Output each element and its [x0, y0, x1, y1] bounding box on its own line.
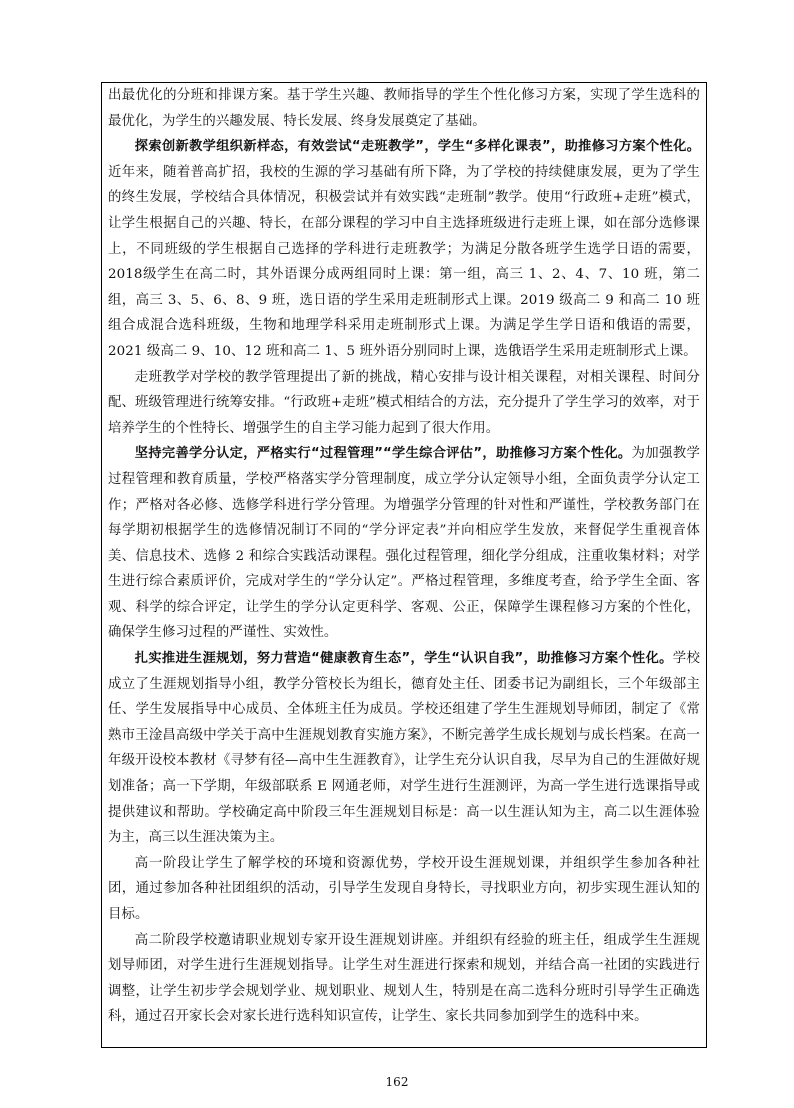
content-frame [101, 82, 707, 1048]
paragraph-3-body: 走班教学对学校的教学管理提出了新的挑战，精心安排与设计相关课程，对相关课程、时间分配、班级管理进行统筹安排。“行政班+走班”模式相结合的方法，充分提升了学生学习的效率，对于培养学生的个性特长、增强学生的自主学习能力起到了很大作用。 [108, 369, 700, 436]
paragraph-5 [108, 646, 700, 851]
paragraph-1 [108, 83, 700, 134]
paragraph-7 [108, 928, 700, 1030]
paragraph-2-body: 近年来，随着普高扩招，我校的生源的学习基础有所下降，为了学校的持续健康发展，更为了学生的终生发展，学校结合具体情况，积极尝试并有效实践“走班制”教学。使用“行政班+走班”模式，让学生根据自己的兴趣、特长，在部分课程的学习中自主选择班级进行走班上课，如在部分选修课上，不同班级的学生根据自己选择的学科进行走班教学；为满足分散各班学生选学日语的需要，2018级学生在高二时，其外语课分成两组同时上课：第一组，高三 1、2、4、7、10 班，第二组，高三 3、5、6、8、9 班，选日语的学生采用走班制形式上课。2019 级高二 9 和高二 10 班组合成混合选科班级，生物和地理学科采用走班制形式上课。为满足学生学日语和俄语的需要，2021 级高二 9、10、12 班和高二 1、5 班外语分别同时上课，选俄语学生采用走班制形式上课。 [108, 164, 700, 359]
page-number: 162 [385, 1075, 409, 1089]
paragraph-4-body: 为加强教学过程管理和教育质量，学校严格落实学分管理制度，成立学分认定领导小组，全面负责学分认定工作；严格对各必修、选修学科进行学分管理。为增强学分管理的针对性和严谨性，学校教务部门在每学期初根据学生的选修情况制订不同的“学分评定表”并向相应学生发放，来督促学生重视音体美、信息技术、选修 2 和综合实践活动课程。强化过程管理，细化学分组成，注重收集材料；对学生进行综合素质评价，完成对学生的“学分认定”。严格过程管理，多维度考查，给予学生全面、客观、科学的综合评定，让学生的学分认定更科学、客观、公正，保障学生课程修习方案的个性化，确保学生修习过程的严谨性、实效性。 [108, 446, 701, 641]
paragraph-6 [108, 851, 700, 928]
paragraph-1-body: 出最优化的分班和排课方案。基于学生兴趣、教师指导的学生个性化修习方案，实现了学生选科的最优化，为学生的兴趣发展、特长发展、终身发展奠定了基础。 [108, 88, 700, 129]
paragraph-7-body: 高二阶段学校邀请职业规划专家开设生涯规划讲座。并组织有经验的班主任，组成学生生涯规划导师团，对学生进行生涯规划指导。让学生对生涯进行探索和规划，并结合高一社团的实践进行调整，让学生初步学会规划学业、规划职业、规划人生，特别是在高二选科分班时引导学生正确选科，通过召开家长会对家长进行选科知识宣传，让学生、家长共同参加到学生的选科中来。 [108, 932, 700, 1025]
paragraph-5-body: 学校成立了生涯规划指导小组，教学分管校长为组长，德育处主任、团委书记为副组长，三个年级部主任、学生发展指导中心成员、全体班主任为成员。学校还组建了学生生涯规划导师团，制定了《常熟市王淦昌高级中学关于高中生涯规划教育实施方案》，不断完善学生成长规划与成长档案。在高一年级开设校本教材《寻梦有径—高中生生涯教育》，让学生充分认识自我，尽早为自己的生涯做好规划准备；高一下学期，年级部联系 E 网通老师，对学生进行生涯测评，为高一学生进行选课指导或提供建议和帮助。学校确定高中阶段三年生涯规划目标是：高一以生涯认知为主，高二以生涯体验为主，高三以生涯决策为主。 [108, 651, 701, 846]
paragraph-6-body: 高一阶段让学生了解学校的环境和资源优势，学校开设生涯规划课，并组织学生参加各种社团，通过参加各种社团组织的活动，引导学生发现自身特长，寻找职业方向，初步实现生涯认知的目标。 [108, 855, 700, 922]
paragraph-2 [108, 134, 700, 364]
paragraph-2-heading: 探索创新教学组织新样态，有效尝试“走班教学”，学生“多样化课表”，助推修习方案个性化。 [134, 139, 700, 155]
paragraph-3 [108, 365, 700, 442]
paragraph-4-heading: 坚持完善学分认定，严格实行“过程管理”“学生综合评估”，助推修习方案个性化。 [134, 446, 632, 462]
paragraph-4 [108, 441, 700, 646]
paragraph-5-heading: 扎实推进生涯规划，努力营造“健康教育生态”，学生“认识自我”，助推修习方案个性化。 [134, 651, 673, 667]
